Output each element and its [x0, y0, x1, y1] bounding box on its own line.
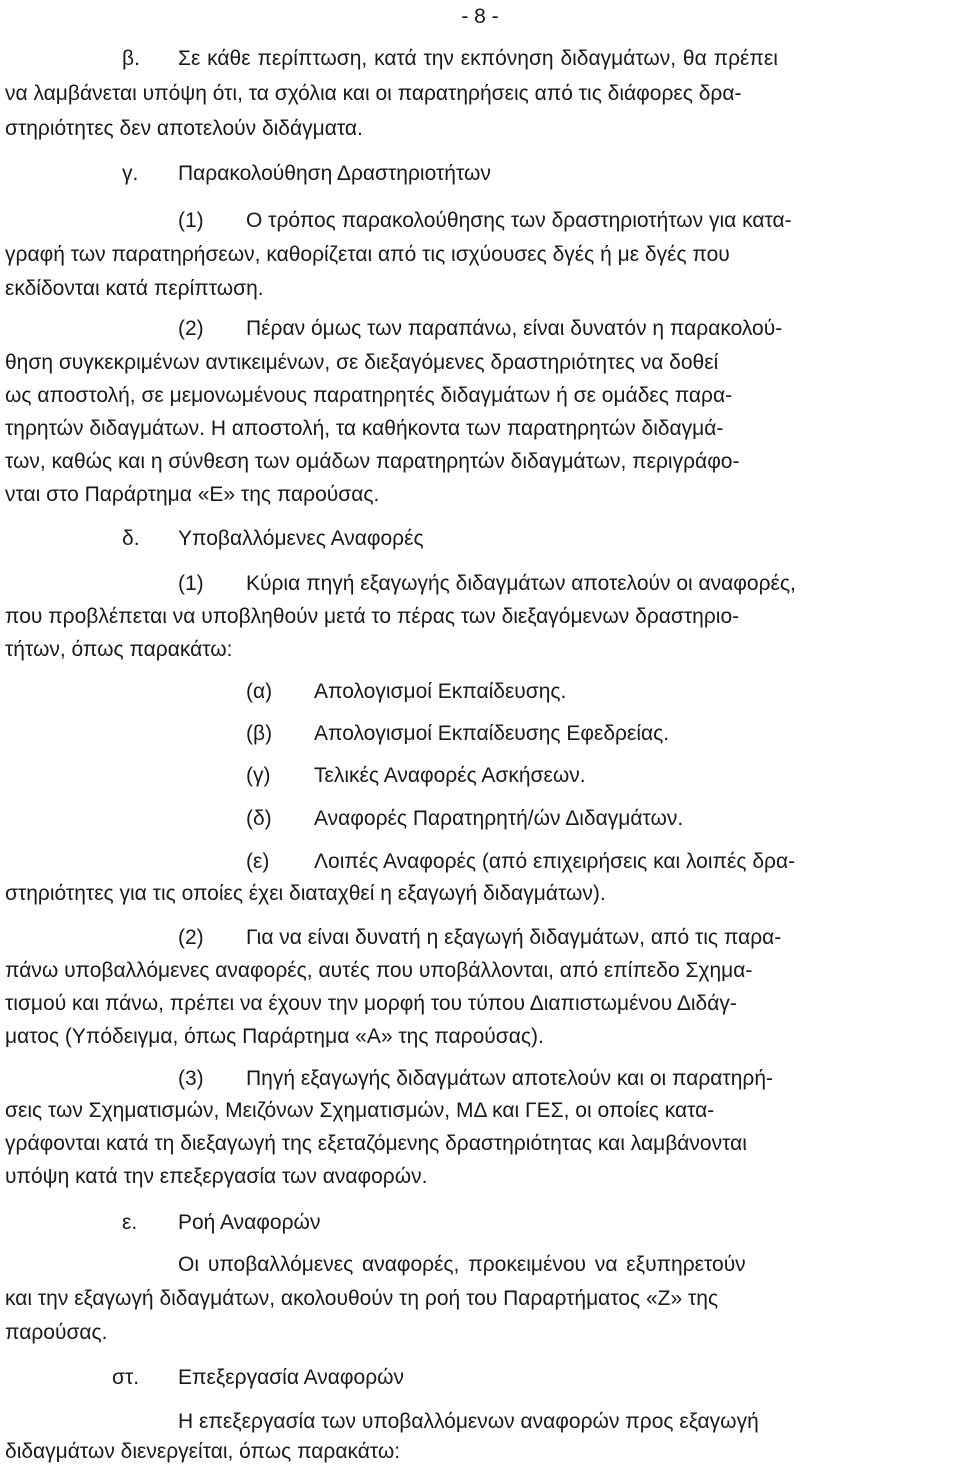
item-marker: (2): [178, 317, 204, 340]
section-heading: Υποβαλλόμενες Αναφορές: [178, 527, 424, 550]
list-item-marker: (α): [246, 680, 273, 703]
item-marker: (1): [178, 209, 204, 232]
text-line: εκδίδονται κατά περίπτωση.: [5, 277, 264, 300]
section-heading: Παρακολούθηση Δραστηριοτήτων: [178, 162, 491, 185]
text-line: ματος (Υπόδειγμα, όπως Παράρτημα «Α» της παρούσας).: [5, 1025, 544, 1048]
text-line: τήτων, όπως παρακάτω:: [5, 638, 233, 661]
section-marker: δ.: [122, 527, 140, 550]
text-line: Σε κάθε περίπτωση, κατά την εκπόνηση διδαγμάτων, θα πρέπει: [178, 47, 778, 70]
list-item-text: Αναφορές Παρατηρητή/ών Διδαγμάτων.: [314, 807, 684, 830]
text-line: τισμού και πάνω, πρέπει να έχουν την μορφή του τύπου Διαπιστωμένου Διδάγ-: [5, 992, 737, 1015]
text-line: διδαγμάτων διενεργείται, όπως παρακάτω:: [5, 1440, 401, 1463]
section-marker: β.: [122, 47, 140, 70]
text-line: Κύρια πηγή εξαγωγής διδαγμάτων αποτελούν οι αναφορές,: [246, 572, 796, 595]
list-item-marker: (γ): [246, 764, 271, 787]
text-line: γράφονται κατά τη διεξαγωγή της εξεταζόμενης δραστηριότητας και λαμβάνονται: [5, 1132, 747, 1155]
text-line: Για να είναι δυνατή η εξαγωγή διδαγμάτων, από τις παρα-: [246, 926, 782, 949]
section-marker: ε.: [122, 1211, 138, 1234]
list-item-marker: (β): [246, 722, 273, 745]
text-line: νται στο Παράρτημα «Ε» της παρούσας.: [5, 483, 380, 506]
text-line: των, καθώς και η σύνθεση των ομάδων παρατηρητών διδαγμάτων, περιγράφο-: [5, 450, 740, 473]
section-marker: γ.: [122, 162, 139, 185]
text-line: Οι υποβαλλόμενες αναφορές, προκειμένου να εξυπηρετούν: [178, 1253, 746, 1276]
text-line: υπόψη κατά την επεξεργασία των αναφορών.: [5, 1165, 428, 1188]
section-heading: Ροή Αναφορών: [178, 1211, 321, 1234]
text-line: Ο τρόπος παρακολούθησης των δραστηριοτήτων για κατα-: [246, 209, 792, 232]
section-marker: στ.: [112, 1366, 140, 1389]
text-line: πάνω υποβαλλόμενες αναφορές, αυτές που υποβάλλονται, από επίπεδο Σχημα-: [5, 959, 753, 982]
text-line: παρούσας.: [5, 1321, 108, 1344]
list-item-marker: (ε): [246, 850, 270, 873]
list-item-text: Λοιπές Αναφορές (από επιχειρήσεις και λοιπές δρα-: [314, 850, 796, 873]
text-line: Η επεξεργασία των υποβαλλόμενων αναφορών προς εξαγωγή: [178, 1410, 759, 1433]
text-line: στηριότητες δεν αποτελούν διδάγματα.: [5, 117, 363, 140]
list-item-marker: (δ): [246, 807, 272, 830]
list-item-text: Απολογισμοί Εκπαίδευσης Εφεδρείας.: [314, 722, 670, 745]
section-heading: Επεξεργασία Αναφορών: [178, 1366, 405, 1389]
list-item-text: Τελικές Αναφορές Ασκήσεων.: [314, 764, 586, 787]
item-marker: (1): [178, 572, 204, 595]
item-marker: (2): [178, 926, 204, 949]
page-number: - 8 -: [461, 5, 499, 28]
text-line: στηριότητες για τις οποίες έχει διαταχθεί η εξαγωγή διδαγμάτων).: [5, 882, 606, 905]
text-line: σεις των Σχηματισμών, Μειζόνων Σχηματισμών, ΜΔ και ΓΕΣ, οι οποίες κατα-: [5, 1099, 715, 1122]
text-line: Πηγή εξαγωγής διδαγμάτων αποτελούν και οι παρατηρή-: [246, 1067, 774, 1090]
text-line: γραφή των παρατηρήσεων, καθορίζεται από τις ισχύουσες δγές ή με δγές που: [5, 243, 730, 266]
text-line: και την εξαγωγή διδαγμάτων, ακολουθούν τη ροή του Παραρτήματος «Ζ» της: [5, 1287, 719, 1310]
text-line: τηρητών διδαγμάτων. Η αποστολή, τα καθήκοντα των παρατηρητών διδαγμά-: [5, 417, 724, 440]
text-line: ως αποστολή, σε μεμονωμένους παρατηρητές διδαγμάτων ή σε ομάδες παρα-: [5, 384, 733, 407]
text-line: να λαμβάνεται υπόψη ότι, τα σχόλια και οι παρατηρήσεις από τις διάφορες δρα-: [5, 82, 742, 105]
list-item-text: Απολογισμοί Εκπαίδευσης.: [314, 680, 567, 703]
text-line: που προβλέπεται να υποβληθούν μετά το πέρας των διεξαγόμενων δραστηριο-: [5, 605, 740, 628]
item-marker: (3): [178, 1067, 204, 1090]
text-line: Πέραν όμως των παραπάνω, είναι δυνατόν η παρακολού-: [246, 317, 783, 340]
text-line: θηση συγκεκριμένων αντικειμένων, σε διεξαγόμενες δραστηριότητες να δοθεί: [5, 351, 719, 374]
